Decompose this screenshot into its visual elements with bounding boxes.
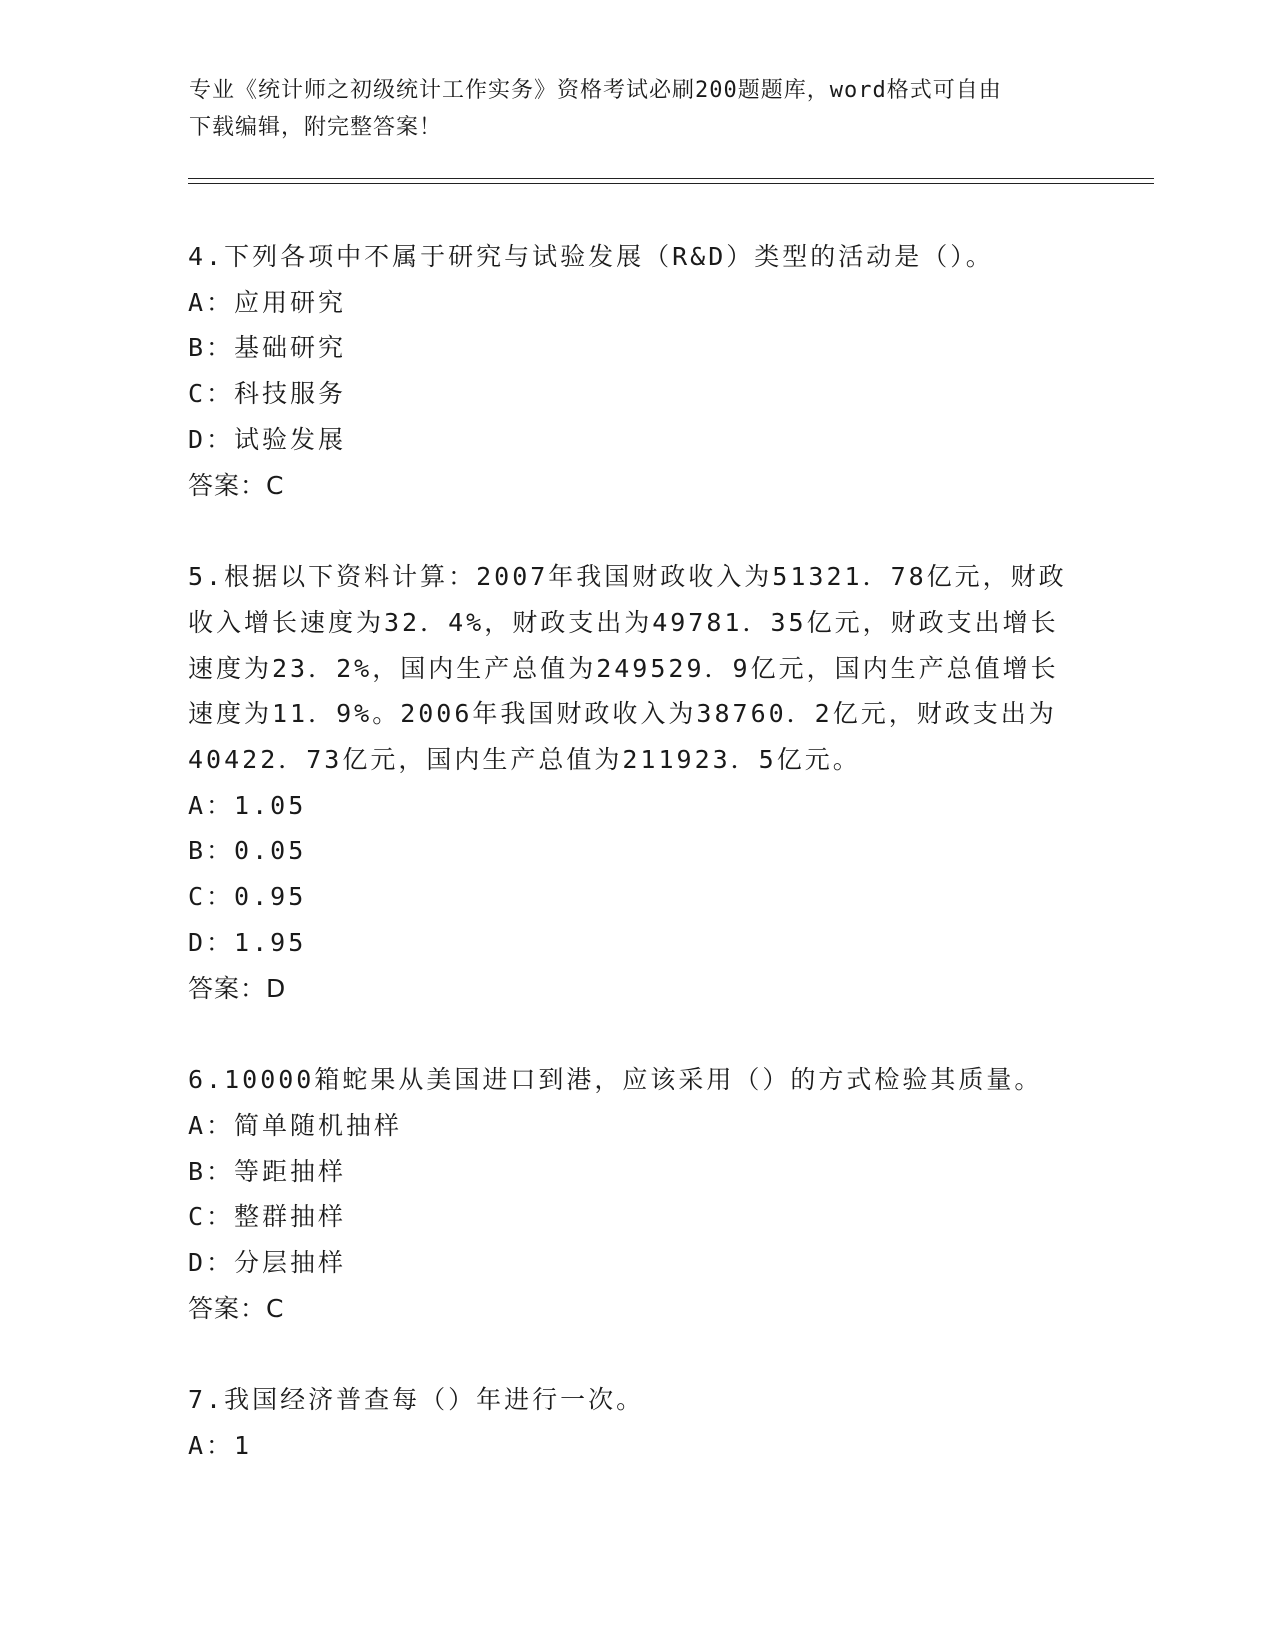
question-text-line-4: 速度为11．9%。2006年我国财政收入为38760．2亿元，财政支出为	[188, 699, 1057, 729]
option-a: A：应用研究	[188, 287, 347, 317]
option-b: B：0.05	[188, 836, 307, 866]
header-divider-bottom	[188, 183, 1154, 184]
option-c: C：整群抽样	[188, 1202, 347, 1232]
question-7	[188, 1377, 1108, 1468]
question-text-line-1: 5.根据以下资料计算：2007年我国财政收入为51321．78亿元，财政	[188, 562, 1067, 592]
question-5	[188, 554, 1108, 1011]
option-d: D：分层抽样	[188, 1248, 347, 1278]
answer: 答案：C	[188, 470, 285, 500]
header-title-line-1: 专业《统计师之初级统计工作实务》资格考试必刷200题题库，word格式可自由	[189, 78, 1002, 103]
question-text: 6.10000箱蛇果从美国进口到港，应该采用（）的方式检验其质量。	[188, 1065, 1043, 1095]
question-text-line-3: 速度为23．2%，国内生产总值为249529．9亿元，国内生产总值增长	[188, 653, 1059, 683]
question-text: 4.下列各项中不属于研究与试验发展（R&D）类型的活动是（）。	[188, 242, 994, 271]
answer: 答案：C	[188, 1293, 285, 1323]
document-header	[189, 72, 1069, 146]
option-a: A：简单随机抽样	[188, 1110, 403, 1140]
option-b: B：基础研究	[188, 333, 347, 363]
option-c: C：0.95	[188, 882, 307, 912]
question-list	[188, 234, 1108, 1515]
option-c: C：科技服务	[188, 379, 347, 409]
header-divider-top	[188, 178, 1154, 179]
answer: 答案：D	[188, 973, 287, 1003]
question-4	[188, 234, 1108, 508]
question-text-line-5: 40422．73亿元，国内生产总值为211923．5亿元。	[188, 745, 861, 775]
option-a: A：1	[188, 1431, 253, 1461]
option-a: A：1.05	[188, 790, 307, 820]
option-b: B：等距抽样	[188, 1156, 347, 1186]
option-d: D：1.95	[188, 927, 307, 957]
header-title-line-2: 下载编辑，附完整答案！	[189, 115, 443, 140]
question-text: 7.我国经济普查每（）年进行一次。	[188, 1385, 645, 1415]
question-6	[188, 1057, 1108, 1331]
question-text-line-2: 收入增长速度为32．4%，财政支出为49781．35亿元，财政支出增长	[188, 607, 1059, 637]
option-d: D：试验发展	[188, 424, 347, 454]
